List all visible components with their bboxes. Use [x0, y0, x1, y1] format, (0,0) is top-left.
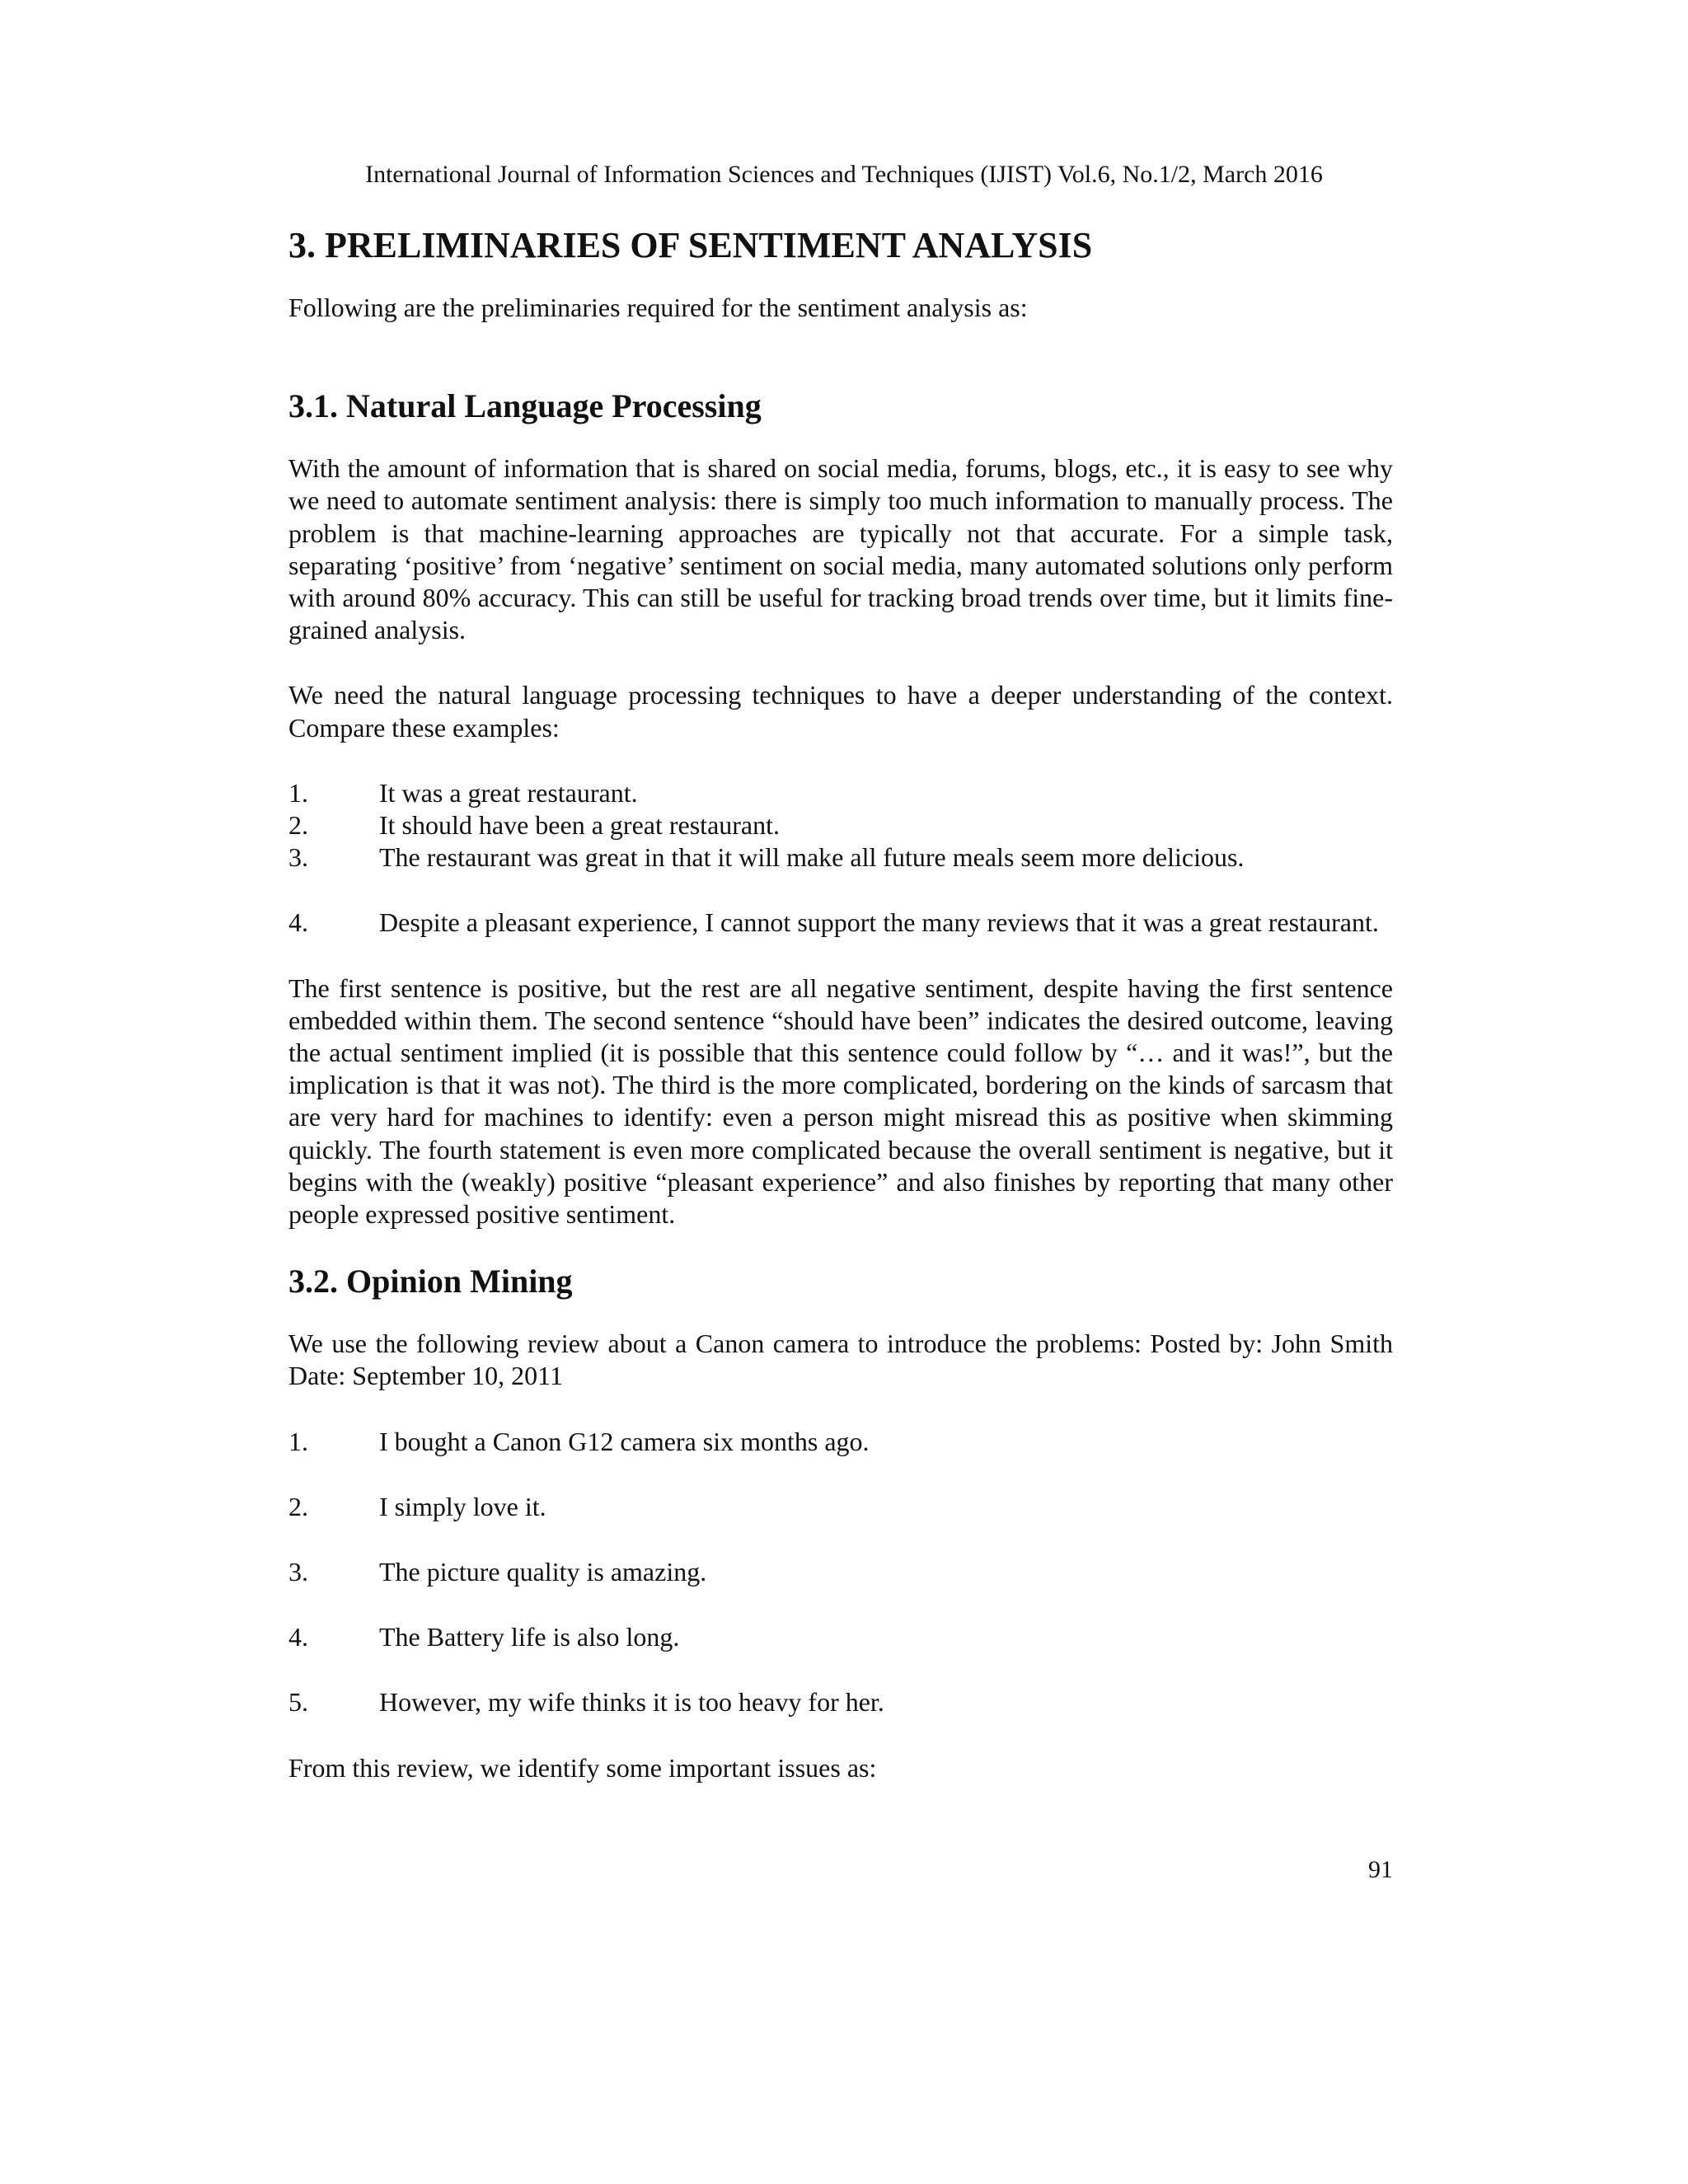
review-item [288, 1621, 1393, 1653]
example-item [288, 777, 1393, 809]
example-number: 1. [288, 777, 308, 808]
running-header: International Journal of Information Sciences and Techniques (IJIST) Vol.6, No.1/2, March 2016 [365, 161, 1323, 188]
review-number: 4. [288, 1622, 308, 1652]
review-text: I bought a Canon G12 camera six months ago. [379, 1426, 870, 1456]
example-text: It should have been a great restaurant. [379, 810, 781, 841]
example-item-4 [288, 907, 1393, 939]
review-number: 1. [288, 1426, 308, 1456]
review-item [288, 1686, 1393, 1718]
section-3-2-paragraph-1: We use the following review about a Canon camera to introduce the problems: Posted by: John Smith Date: September 10, 2011 [288, 1329, 1393, 1391]
section-3-2-closing: From this review, we identify some important issues as: [288, 1752, 877, 1783]
example-number: 3. [288, 842, 308, 873]
example-number: 2. [288, 810, 308, 841]
section-3-intro: Following are the preliminaries required for the sentiment analysis as: [288, 293, 1028, 322]
example-text: The restaurant was great in that it will make all future meals seem more delicious. [379, 842, 1245, 873]
example-item [288, 841, 1393, 874]
page-content [288, 221, 1393, 1784]
section-3-2-title: 3.2. Opinion Mining [288, 1263, 573, 1301]
review-item [288, 1556, 1393, 1588]
review-list [288, 1426, 1393, 1719]
review-number: 2. [288, 1491, 308, 1521]
example-number: 4. [288, 907, 308, 938]
review-text: The Battery life is also long. [379, 1622, 680, 1652]
section-3-1-title: 3.1. Natural Language Processing [288, 387, 762, 425]
review-text: However, my wife thinks it is too heavy for her. [379, 1687, 884, 1718]
section-3-1-paragraph-3: The first sentence is positive, but the rest are all negative sentiment, despite having the first sentence embedded within them. The second sentence “should have been” indicates the desired outcome, leaving the actual sentiment implied (it is possible that this sentence could follow by “… and it was!”, but the implication is that it was not). The third is the more complicated, bordering on the kinds of sarcasm that are very hard for machines to identify: even a person might misread this as positive when skimming quickly. The fourth statement is even more complicated because the overall sentiment is negative, but it begins with the (weakly) positive “pleasant experience” and also finishes by reporting that many other people expressed positive sentiment. [288, 972, 1393, 1230]
example-text: It was a great restaurant. [379, 777, 638, 808]
section-3-1-paragraph-1: With the amount of information that is shared on social media, forums, blogs, etc., it is easy to see why we need to automate sentiment analysis: there is simply too much information to manually process. The problem is that machine-learning approaches are typically not that accurate. For a simple task, separating ‘positive’ from ‘negative’ sentiment on social media, many automated solutions only perform with around 80% accuracy. This can still be useful for tracking broad trends over time, but it limits fine-grained analysis. [288, 453, 1393, 645]
review-number: 3. [288, 1557, 308, 1587]
section-3-title: 3. PRELIMINARIES OF SENTIMENT ANALYSIS [288, 225, 1093, 265]
example-text: Despite a pleasant experience, I cannot support the many reviews that it was a great restaurant. [379, 907, 1379, 938]
example-item [288, 809, 1393, 841]
review-text: The picture quality is amazing. [379, 1557, 707, 1587]
example-list [288, 777, 1393, 874]
section-3-1-paragraph-2: We need the natural language processing techniques to have a deeper understanding of the context. Compare these examples: [288, 680, 1393, 743]
review-item [288, 1491, 1393, 1523]
review-text: I simply love it. [379, 1491, 546, 1521]
page-number: 91 [1368, 1856, 1393, 1883]
review-item [288, 1426, 1393, 1458]
review-number: 5. [288, 1687, 308, 1718]
